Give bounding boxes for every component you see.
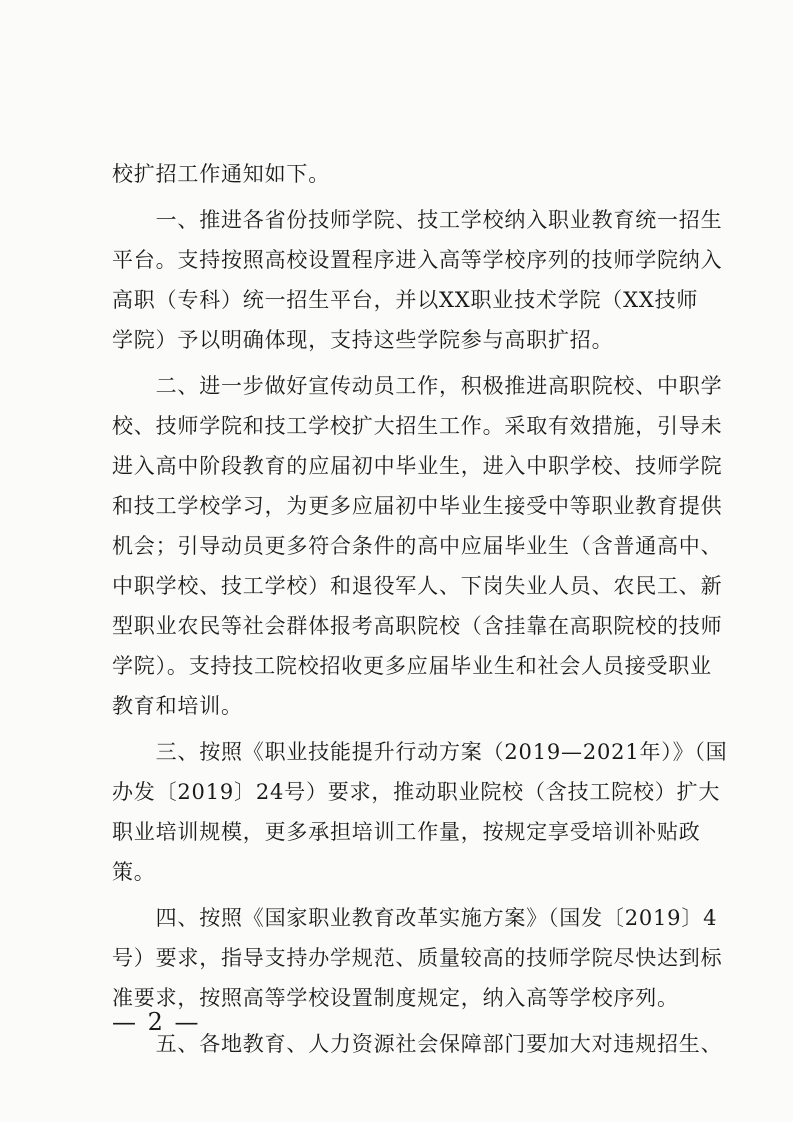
document-body — [112, 154, 728, 1064]
text-line: 校、技师学院和技工学校扩大招生工作。采取有效措施，引导未 — [112, 414, 723, 438]
text-line: 五、各地教育、人力资源社会保障部门要加大对违规招生、 — [112, 1032, 723, 1056]
text-line: 职业培训规模，更多承担培训工作量，按规定享受培训补贴政 — [112, 820, 701, 844]
text-line: 三、按照《职业技能提升行动方案（2019—2021年）》（国 — [112, 740, 728, 764]
text-line: 一、推进各省份技师学院、技工学校纳入职业教育统一招生 — [112, 208, 723, 232]
text-line: 办发〔2019〕24号）要求，推动职业院校（含技工院校）扩大 — [112, 780, 721, 804]
text-line: 平台。支持按照高校设置程序进入高等学校序列的技师学院纳入 — [112, 248, 723, 272]
text-line: 机会；引导动员更多符合条件的高中应届毕业生（含普通高中、 — [112, 534, 723, 558]
text-line: 准要求，按照高等学校设置制度规定，纳入高等学校序列。 — [112, 986, 679, 1010]
text-line: 高职（专科）统一招生平台，并以XX职业技术学院（XX技师 — [112, 288, 699, 312]
text-line: 策。 — [112, 860, 156, 884]
text-line: 教育和培训。 — [112, 694, 243, 718]
text-line: 学院）。支持技工院校招收更多应届毕业生和社会人员接受职业 — [112, 654, 712, 678]
page-number: — 2 — — [112, 1008, 201, 1036]
text-line: 进入高中阶段教育的应届初中毕业生，进入中职学校、技师学院 — [112, 454, 723, 478]
text-line: 校扩招工作通知如下。 — [112, 162, 330, 186]
text-line: 中职学校、技工学校）和退役军人、下岗失业人员、农民工、新 — [112, 574, 723, 598]
text-line: 二、进一步做好宣传动员工作，积极推进高职院校、中职学 — [112, 374, 723, 398]
text-line: 四、按照《国家职业教育改革实施方案》（国发〔2019〕4 — [112, 906, 718, 930]
text-line: 号）要求，指导支持办学规范、质量较高的技师学院尽快达到标 — [112, 946, 723, 970]
text-line: 学院）予以明确体现，支持这些学院参与高职扩招。 — [112, 328, 614, 352]
text-line: 和技工学校学习，为更多应届初中毕业生接受中等职业教育提供 — [112, 494, 723, 518]
text-line: 型职业农民等社会群体报考高职院校（含挂靠在高职院校的技师 — [112, 614, 723, 638]
